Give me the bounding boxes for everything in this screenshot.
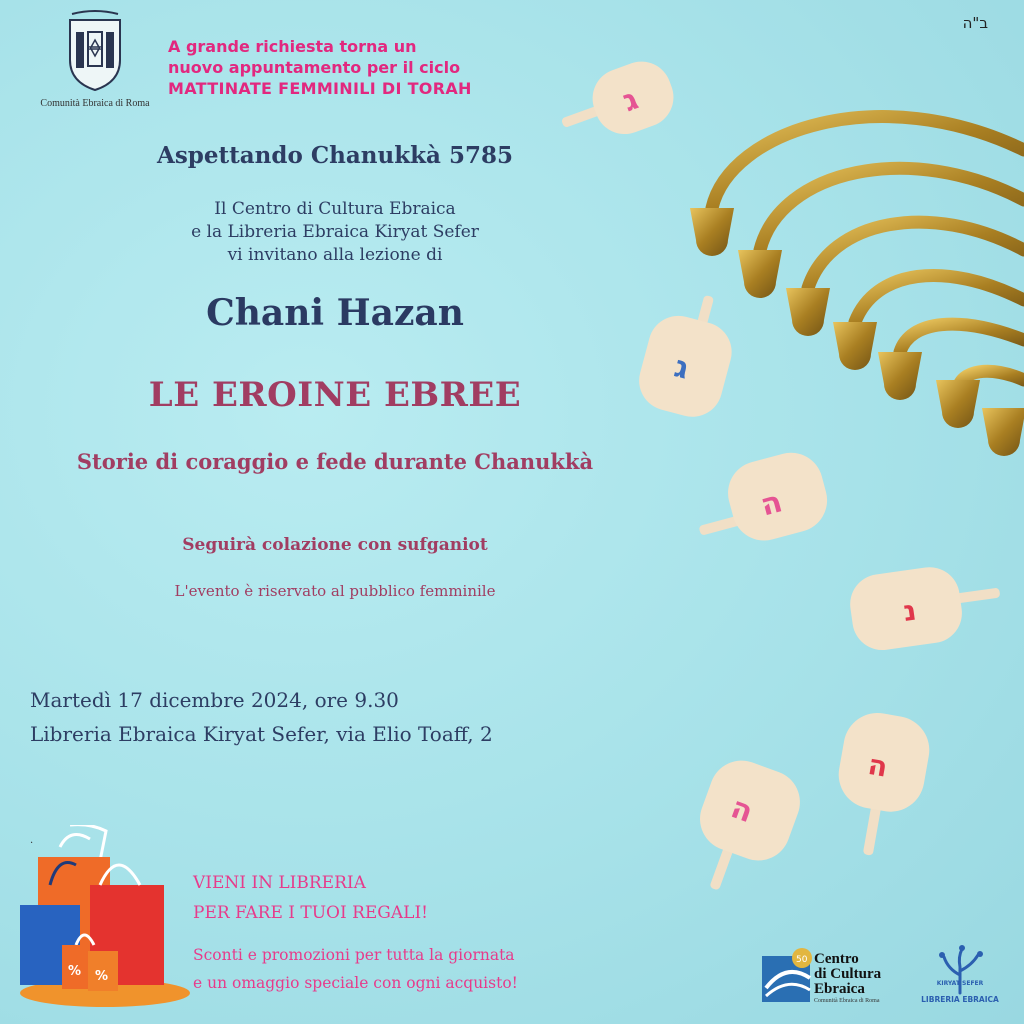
cce-emblem-icon: [762, 948, 812, 1004]
svg-text:נ: נ: [901, 593, 919, 628]
cce-subcaption: Comunità Ebraica di Roma: [814, 998, 880, 1004]
cce-line: di Cultura: [814, 966, 882, 982]
breakfast-note: Seguirà colazione con sufganiot: [182, 535, 488, 555]
event-date-time: Martedì 17 dicembre 2024, ore 9.30: [30, 688, 399, 712]
dreidel-icon: [690, 440, 840, 560]
promo-line: e un omaggio speciale con ogni acquisto!: [193, 974, 518, 992]
event-kicker: Aspettando Chanukkà 5785: [157, 142, 513, 169]
intro-line: nuovo appuntamento per il ciclo: [168, 58, 461, 77]
bs-d-mark: ב"ה: [962, 14, 988, 32]
svg-text:ג: ג: [670, 349, 693, 387]
community-logo: [40, 10, 150, 109]
libreria-name: LIBRERIA EBRAICA: [921, 995, 999, 1004]
promo-details: [193, 941, 518, 997]
invite-line: e la Libreria Ebraica Kiryat Sefer: [191, 222, 479, 242]
cce-line: Ebraica: [814, 981, 865, 997]
dreidel-icon: [845, 560, 1005, 655]
intro-line: A grande richiesta torna un: [168, 37, 417, 56]
invite-line: vi invitano alla lezione di: [227, 245, 443, 265]
libreria-arc-text: KIRYAT SEFER: [936, 980, 984, 987]
intro-block: [168, 36, 472, 99]
invite-line: Il Centro di Cultura Ebraica: [214, 199, 456, 219]
lecture-title: LE EROINE EBREE: [148, 375, 522, 415]
svg-text:%: %: [95, 969, 109, 984]
audience-note: L'evento è riservato al pubblico femminile: [174, 582, 496, 600]
promo-heading: [193, 868, 428, 928]
promo-line: PER FARE I TUOI REGALI!: [193, 903, 429, 923]
cce-name: [814, 952, 881, 997]
svg-text:ה: ה: [726, 790, 758, 831]
speaker-name: Chani Hazan: [206, 292, 464, 334]
series-name: MATTINATE FEMMINILI DI TORAH: [168, 79, 472, 98]
cce-logo: [762, 948, 902, 1008]
svg-text:%: %: [68, 964, 82, 979]
stray-dot: .: [30, 835, 34, 846]
svg-text:ג: ג: [618, 81, 643, 120]
community-emblem-icon: [64, 10, 126, 92]
lecture-subtitle: Storie di coraggio e fede durante Chanukkà: [76, 449, 594, 474]
dreidel-icon: [685, 760, 805, 900]
cce-line: Centro: [814, 951, 859, 967]
shopping-bags-illustration: [10, 825, 190, 1015]
logo-caption: Comunità Ebraica di Roma: [40, 98, 150, 109]
tree-icon: [920, 945, 1000, 995]
event-details: [30, 683, 493, 751]
libreria-logo: [920, 945, 1000, 1010]
svg-text:ה: ה: [865, 747, 891, 784]
event-venue: Libreria Ebraica Kiryat Sefer, via Elio Toaff, 2: [30, 722, 493, 746]
dreidel-icon: [825, 710, 935, 860]
promo-line: VIENI IN LIBRERIA: [193, 873, 366, 893]
cce-badge: 50: [796, 955, 808, 965]
svg-text:ה: ה: [757, 484, 787, 524]
invitation-text: [20, 198, 650, 267]
promo-line: Sconti e promozioni per tutta la giornata: [193, 946, 515, 964]
